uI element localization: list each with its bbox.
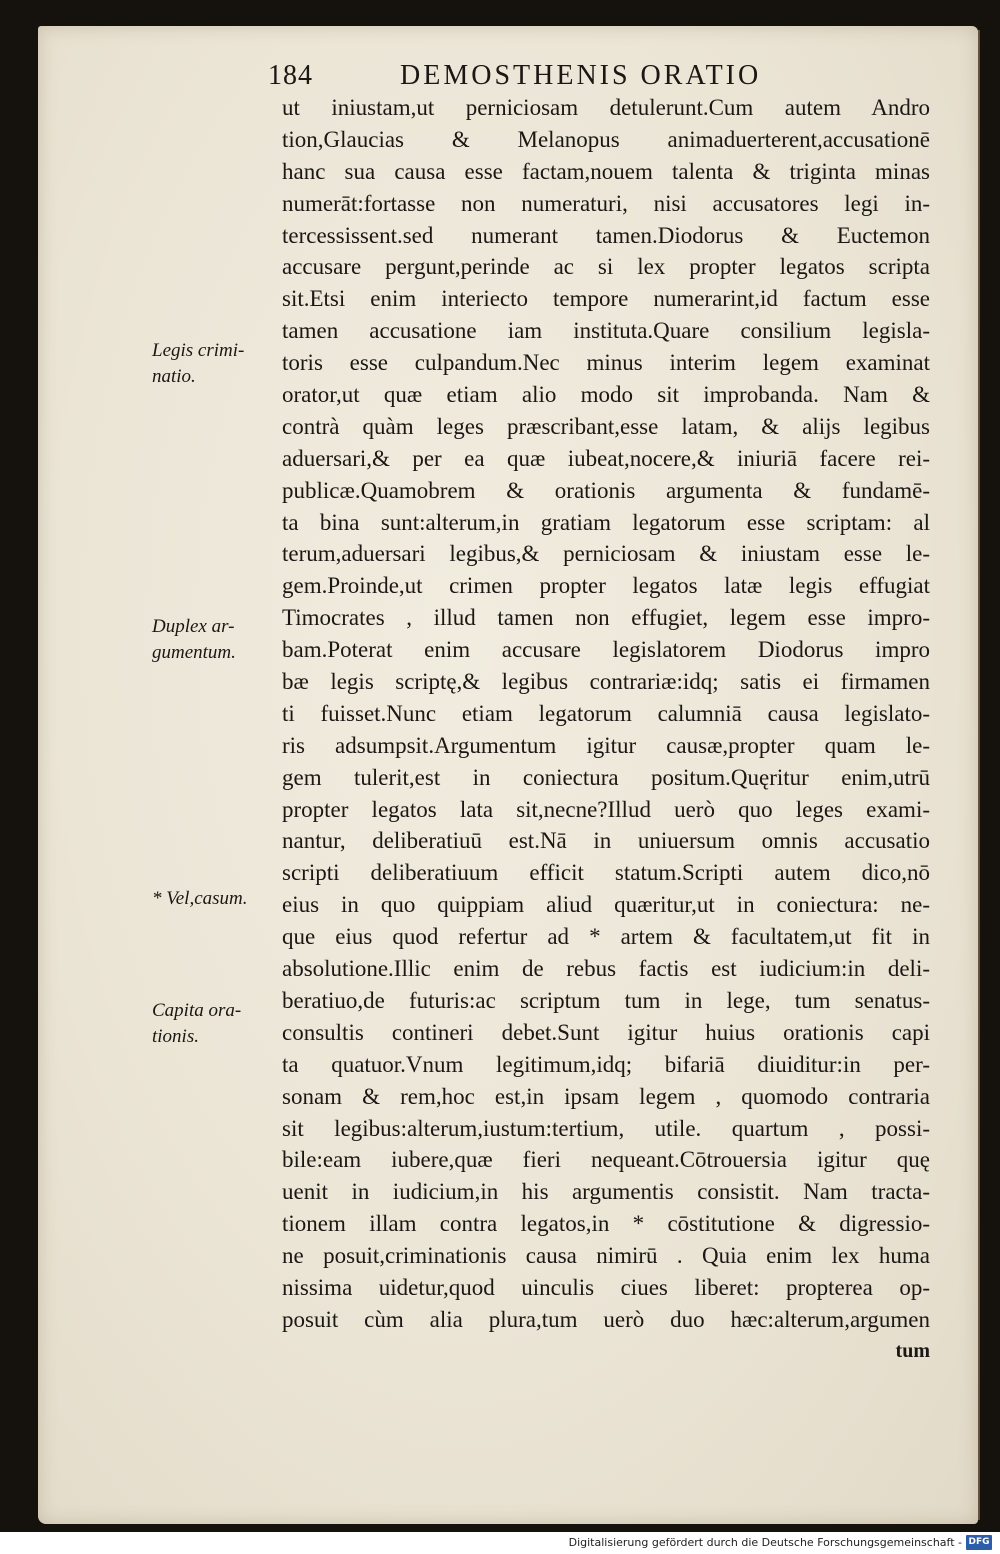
text-line: sit legibus:alterum,iustum:tertium, utile. quartum , possi-	[282, 1115, 930, 1141]
text-line: aduersari,& per ea quæ iubeat,nocere,& iniuriā facere rei-	[282, 445, 930, 471]
text-line: scripti deliberatiuum efficit statum.Scripti autem dico,nō	[282, 860, 930, 886]
text-line: tion,Glaucias & Melanopus animaduerterent,accusationē	[282, 126, 930, 152]
text-line: terum,aduersari legibus,& perniciosam & iniustam esse le-	[282, 541, 930, 567]
text-line: sit.Etsi enim interiecto tempore numerarint,id factum esse	[282, 286, 930, 312]
text-line: tercessissent.sed numerant tamen.Diodorus & Euctemon	[282, 222, 930, 248]
text-line: que eius quod refertur ad * artem & facultatem,ut fit in	[282, 924, 930, 950]
catchword: tum	[895, 1339, 930, 1362]
margin-note-legis-criminatio: Legis crimi- natio.	[152, 340, 245, 387]
text-line: bam.Poterat enim accusare legislatorem Diodorus impro	[282, 637, 930, 663]
footer-bar	[0, 1532, 1000, 1554]
text-line: hanc sua causa esse factam,nouem talenta & triginta minas	[282, 158, 930, 184]
text-line: eius in quo quippiam aliud quæritur,ut in coniectura: ne-	[282, 892, 930, 918]
text-line: sonam & rem,hoc est,in ipsam legem , quomodo contraria	[282, 1083, 930, 1109]
text-line: ut iniustam,ut perniciosam detulerunt.Cum autem Andro	[282, 95, 930, 120]
text-line: toris esse culpandum.Nec minus interim legem examinat	[282, 350, 930, 376]
running-title: DEMOSTHENIS ORATIO	[400, 60, 762, 91]
text-line: posuit cùm alia plura,tum uerò duo hæc:alterum,argumen	[282, 1306, 930, 1332]
text-line: Timocrates , illud tamen non effugiet, legem esse impro-	[282, 605, 930, 631]
text-line: uenit in iudicium,in his argumentis consistit. Nam tracta-	[282, 1179, 930, 1205]
text-line: ta quatuor.Vnum legitimum,idq; bifariā diuiditur:in per-	[282, 1051, 930, 1077]
text-line: contrà quàm leges præscribant,esse latam, & alijs legibus	[282, 413, 930, 439]
margin-note-vel-casum: * Vel,casum.	[152, 888, 248, 909]
text-line: bile:eam iubere,quæ fieri nequeant.Cōtrouersia igitur quę	[282, 1147, 930, 1173]
text-line: bæ legis scriptę,& legibus contrariæ:idq; satis ei firmamen	[282, 669, 930, 695]
margin-note-capita-orationis: Capita ora- tionis.	[152, 1000, 242, 1047]
text-line: gem tulerit,est in coniectura positum.Quęritur enim,utrū	[282, 764, 930, 790]
funding-credit: Digitalisierung gefördert durch die Deutsche Forschungsgemeinschaft -	[568, 1536, 962, 1549]
text-line: publicæ.Quamobrem & orationis argumenta & fundamē-	[282, 477, 930, 503]
dfg-logo: DFG	[966, 1535, 992, 1550]
body-text	[282, 92, 930, 1368]
text-line: tionem illam contra legatos,in * cōstitutione & digressio-	[282, 1211, 930, 1237]
text-line: accusare pergunt,perinde ac si lex propter legatos scripta	[282, 254, 930, 280]
text-line: tamen accusatione iam instituta.Quare consilium legisla-	[282, 318, 930, 344]
text-line: beratiuo,de futuris:ac scriptum tum in lege, tum senatus-	[282, 987, 930, 1013]
text-line: numerāt:fortasse non numeraturi, nisi accusatores legi in-	[282, 190, 930, 216]
text-line: orator,ut quæ etiam alio modo sit improbanda. Nam &	[282, 382, 930, 408]
text-line: propter legatos lata sit,necne?Illud uerò quo leges exami-	[282, 796, 930, 822]
text-line: absolutione.Illic enim de rebus factis est iudicium:in deli-	[282, 956, 930, 982]
page-header	[0, 34, 1000, 91]
text-line: nissima uidetur,quod uinculis ciues liberet: propterea op-	[282, 1274, 930, 1300]
text-line: ti fuisset.Nunc etiam legatorum calumniā causa legislato-	[282, 700, 930, 726]
text-line: ris adsumpsit.Argumentum igitur causæ,propter quam le-	[282, 732, 930, 758]
text-line: ne posuit,criminationis causa nimirū . Quia enim lex huma	[282, 1243, 930, 1269]
margin-note-duplex-argumentum: Duplex ar- gumentum.	[152, 616, 236, 663]
text-line: ta bina sunt:alterum,in gratiam legatorum esse scriptam: al	[282, 509, 930, 535]
text-line: consultis contineri debet.Sunt igitur huius orationis capi	[282, 1019, 930, 1045]
page-number: 184	[268, 60, 313, 91]
text-line: nantur, deliberatiuū est.Nā in uniuersum omnis accusatio	[282, 828, 930, 854]
text-line: gem.Proinde,ut crimen propter legatos latæ legis effugiat	[282, 573, 930, 599]
